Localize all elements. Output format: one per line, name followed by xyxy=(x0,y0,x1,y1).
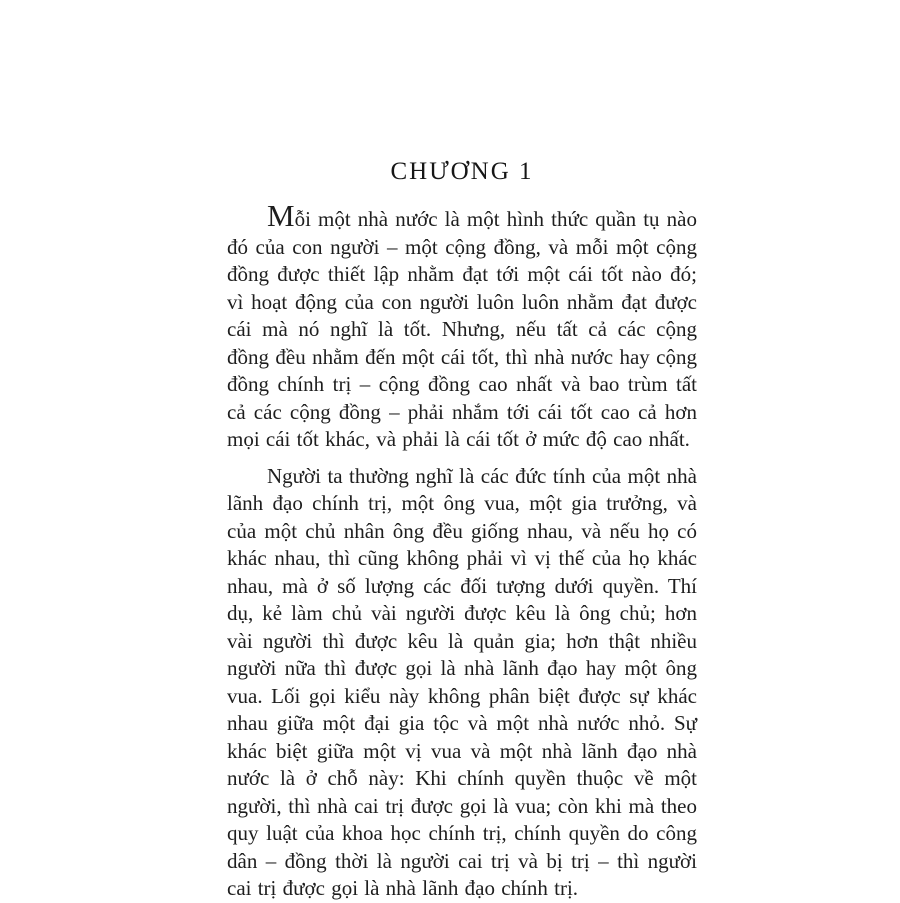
initial-capital: M xyxy=(267,198,295,233)
paragraph: Người ta thường nghĩ là các đức tính của một nhà lãnh đạo chính trị, một ông vua, một gia trưởng, và của một chủ nhân ông đều giống nhau, và nếu họ có khác nhau, thì cũng không phải vì vị thế của họ khác nhau, mà ở số lượng các đối tượng dưới quyền. Thí dụ, kẻ làm chủ vài người được kêu là ông chủ; hơn vài người thì được kêu là quản gia; hơn thật nhiều người nữa thì được gọi là nhà lãnh đạo hay một ông vua. Lối gọi kiểu này không phân biệt được sự khác nhau giữa một đại gia tộc và một nhà nước nhỏ. Sự khác biệt giữa một vị vua và một nhà lãnh đạo nhà nước là ở chỗ này: Khi chính quyền thuộc về một người, thì nhà cai trị được gọi là vua; còn khi mà theo quy luật của khoa học chính trị, chính quyền do công dân – đồng thời là người cai trị và bị trị – thì người cai trị được gọi là nhà lãnh đạo chính trị. xyxy=(227,463,697,900)
text-block xyxy=(227,158,697,903)
chapter-title: CHƯƠNG 1 xyxy=(390,158,534,185)
paragraph xyxy=(227,198,697,454)
paragraph-text: ỗi một nhà nước là một hình thức quần tụ nào đó của con người – một cộng đồng, và mỗi một cộng đồng được thiết lập nhằm đạt tới một cái tốt nào đó; vì hoạt động của con người luôn luôn nhằm đạt được cái mà nó nghĩ là tốt. Nhưng, nếu tất cả các cộng đồng đều nhằm đến một cái tốt, thì nhà nước hay cộng đồng chính trị – cộng đồng cao nhất và bao trùm tất cả các cộng đồng – phải nhắm tới cái tốt cao cả hơn mọi cái tốt khác, và phải là cái tốt ở mức độ cao nhất. xyxy=(227,207,697,451)
